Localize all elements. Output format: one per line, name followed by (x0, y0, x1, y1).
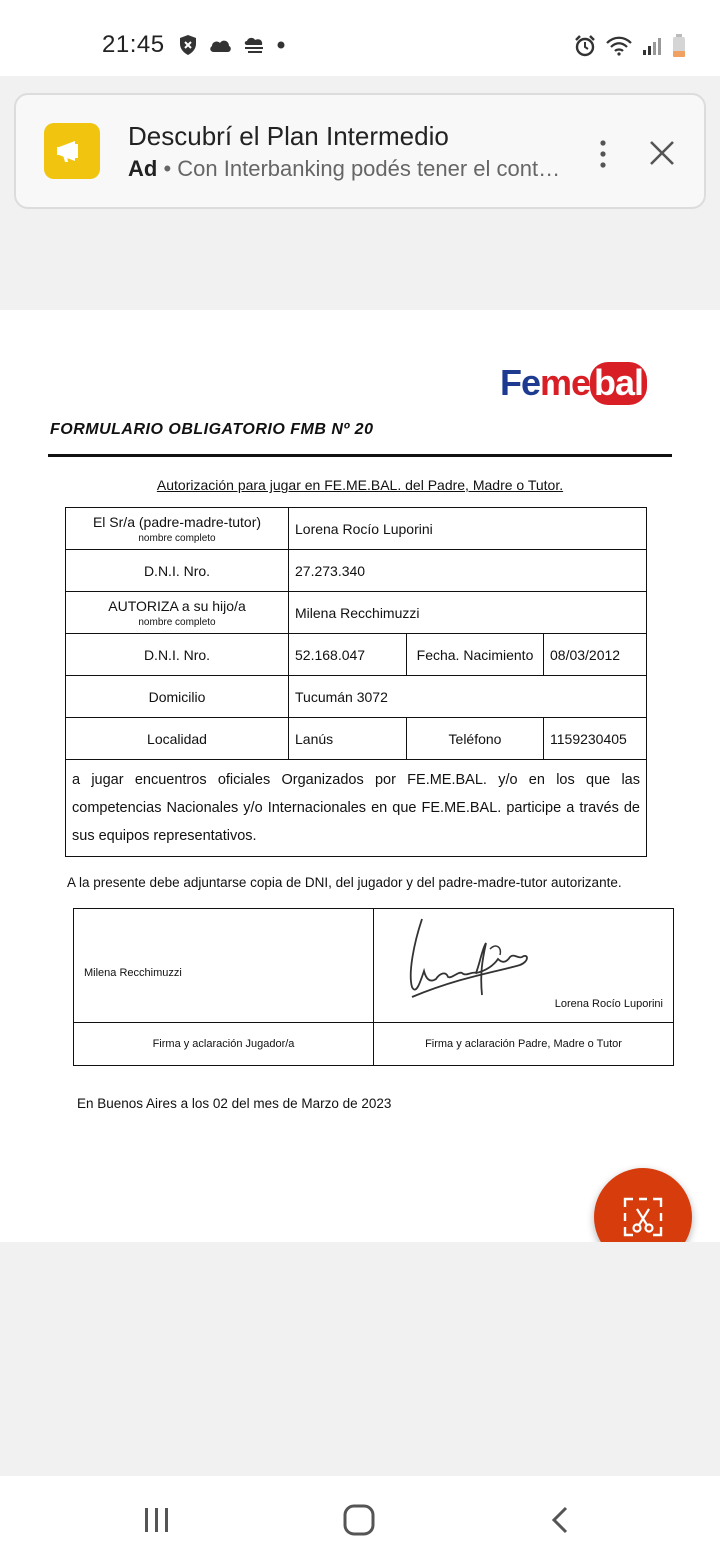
alarm-icon (574, 35, 596, 57)
table-row (66, 718, 647, 760)
birth-label: Fecha. Nacimiento (407, 634, 544, 676)
form-subtitle: Autorización para jugar en FE.ME.BAL. del Padre, Madre o Tutor. (156, 477, 564, 493)
ad-banner[interactable] (14, 93, 706, 209)
form-title: FORMULARIO OBLIGATORIO FMB Nº 20 (50, 421, 374, 438)
place-date: En Buenos Aires a los 02 del mes de Marzo de 2023 (77, 1096, 392, 1111)
cloud-fog-icon (242, 36, 266, 54)
home-icon[interactable] (340, 1500, 380, 1540)
signal-icon (642, 36, 662, 56)
viewer-background-bottom (0, 1242, 720, 1476)
table-row (66, 550, 647, 592)
dot-icon (276, 40, 286, 50)
player-signature-box (74, 909, 374, 1023)
address-value: Tucumán 3072 (289, 676, 647, 718)
phone-label: Teléfono (407, 718, 544, 760)
child-sublabel: nombre completo (138, 616, 216, 628)
logo-me: me (540, 362, 591, 403)
authorization-table (65, 507, 647, 857)
child-label-cell (66, 592, 289, 634)
city-value: Lanús (289, 718, 407, 760)
ad-title[interactable]: Descubrí el Plan Intermedio (128, 121, 449, 151)
table-row (66, 760, 647, 857)
parent-signature-box (374, 909, 674, 1023)
parent-sublabel: nombre completo (138, 532, 216, 544)
more-options-icon[interactable] (598, 139, 608, 169)
parent-name: Lorena Rocío Luporini (554, 998, 663, 1010)
ad-subtitle (128, 156, 560, 182)
battery-icon (672, 34, 686, 58)
parent-value: Lorena Rocío Luporini (289, 508, 647, 550)
child-dni-label: D.N.I. Nro. (66, 634, 289, 676)
cloud-icon (208, 37, 232, 53)
city-label: Localidad (66, 718, 289, 760)
parent-signature-caption: Firma y aclaración Padre, Madre o Tutor (374, 1023, 674, 1066)
femebal-logo (500, 362, 647, 404)
player-name: Milena Recchimuzzi (84, 967, 182, 979)
child-dni-value: 52.168.047 (289, 634, 407, 676)
child-value: Milena Recchimuzzi (289, 592, 647, 634)
parent-dni-label: D.N.I. Nro. (66, 550, 289, 592)
phone-value: 1159230405 (544, 718, 647, 760)
clock: 21:45 (102, 31, 165, 58)
logo-fe: Fe (500, 362, 541, 403)
wifi-icon (606, 36, 632, 56)
logo-bal: bal (590, 362, 647, 405)
table-row (66, 592, 647, 634)
parent-label: El Sr/a (padre-madre-tutor) (92, 513, 262, 530)
ad-text: Con Interbanking podés tener el cont… (177, 156, 561, 181)
status-bar (0, 0, 720, 76)
child-label: AUTORIZA a su hijo/a (108, 597, 246, 614)
table-row (66, 634, 647, 676)
megaphone-icon (44, 123, 100, 179)
ad-badge: Ad (128, 156, 158, 181)
shield-icon (178, 34, 198, 56)
title-divider (48, 454, 672, 457)
back-icon[interactable] (548, 1500, 572, 1540)
handwritten-signature (390, 913, 540, 1008)
address-label: Domicilio (66, 676, 289, 718)
close-icon[interactable] (648, 139, 676, 167)
dni-note: A la presente debe adjuntarse copia de DNI, del jugador y del padre-madre-tutor autorizante. (67, 875, 622, 890)
screenshot-scissors-icon (621, 1195, 665, 1239)
player-signature-caption: Firma y aclaración Jugador/a (74, 1023, 374, 1066)
signature-table (73, 908, 674, 1066)
authorization-paragraph: a jugar encuentros oficiales Organizados por FE.ME.BAL. y/o en los que las competencias Nacionales y/o Internacionales en que FE.ME.BAL. participe a través de sus equipos representativos. (66, 760, 647, 857)
parent-dni-value: 27.273.340 (289, 550, 647, 592)
parent-label-cell (66, 508, 289, 550)
table-row (66, 508, 647, 550)
birth-value: 08/03/2012 (544, 634, 647, 676)
table-row (66, 676, 647, 718)
ad-separator: • (163, 156, 172, 181)
recents-icon[interactable] (142, 1500, 172, 1540)
